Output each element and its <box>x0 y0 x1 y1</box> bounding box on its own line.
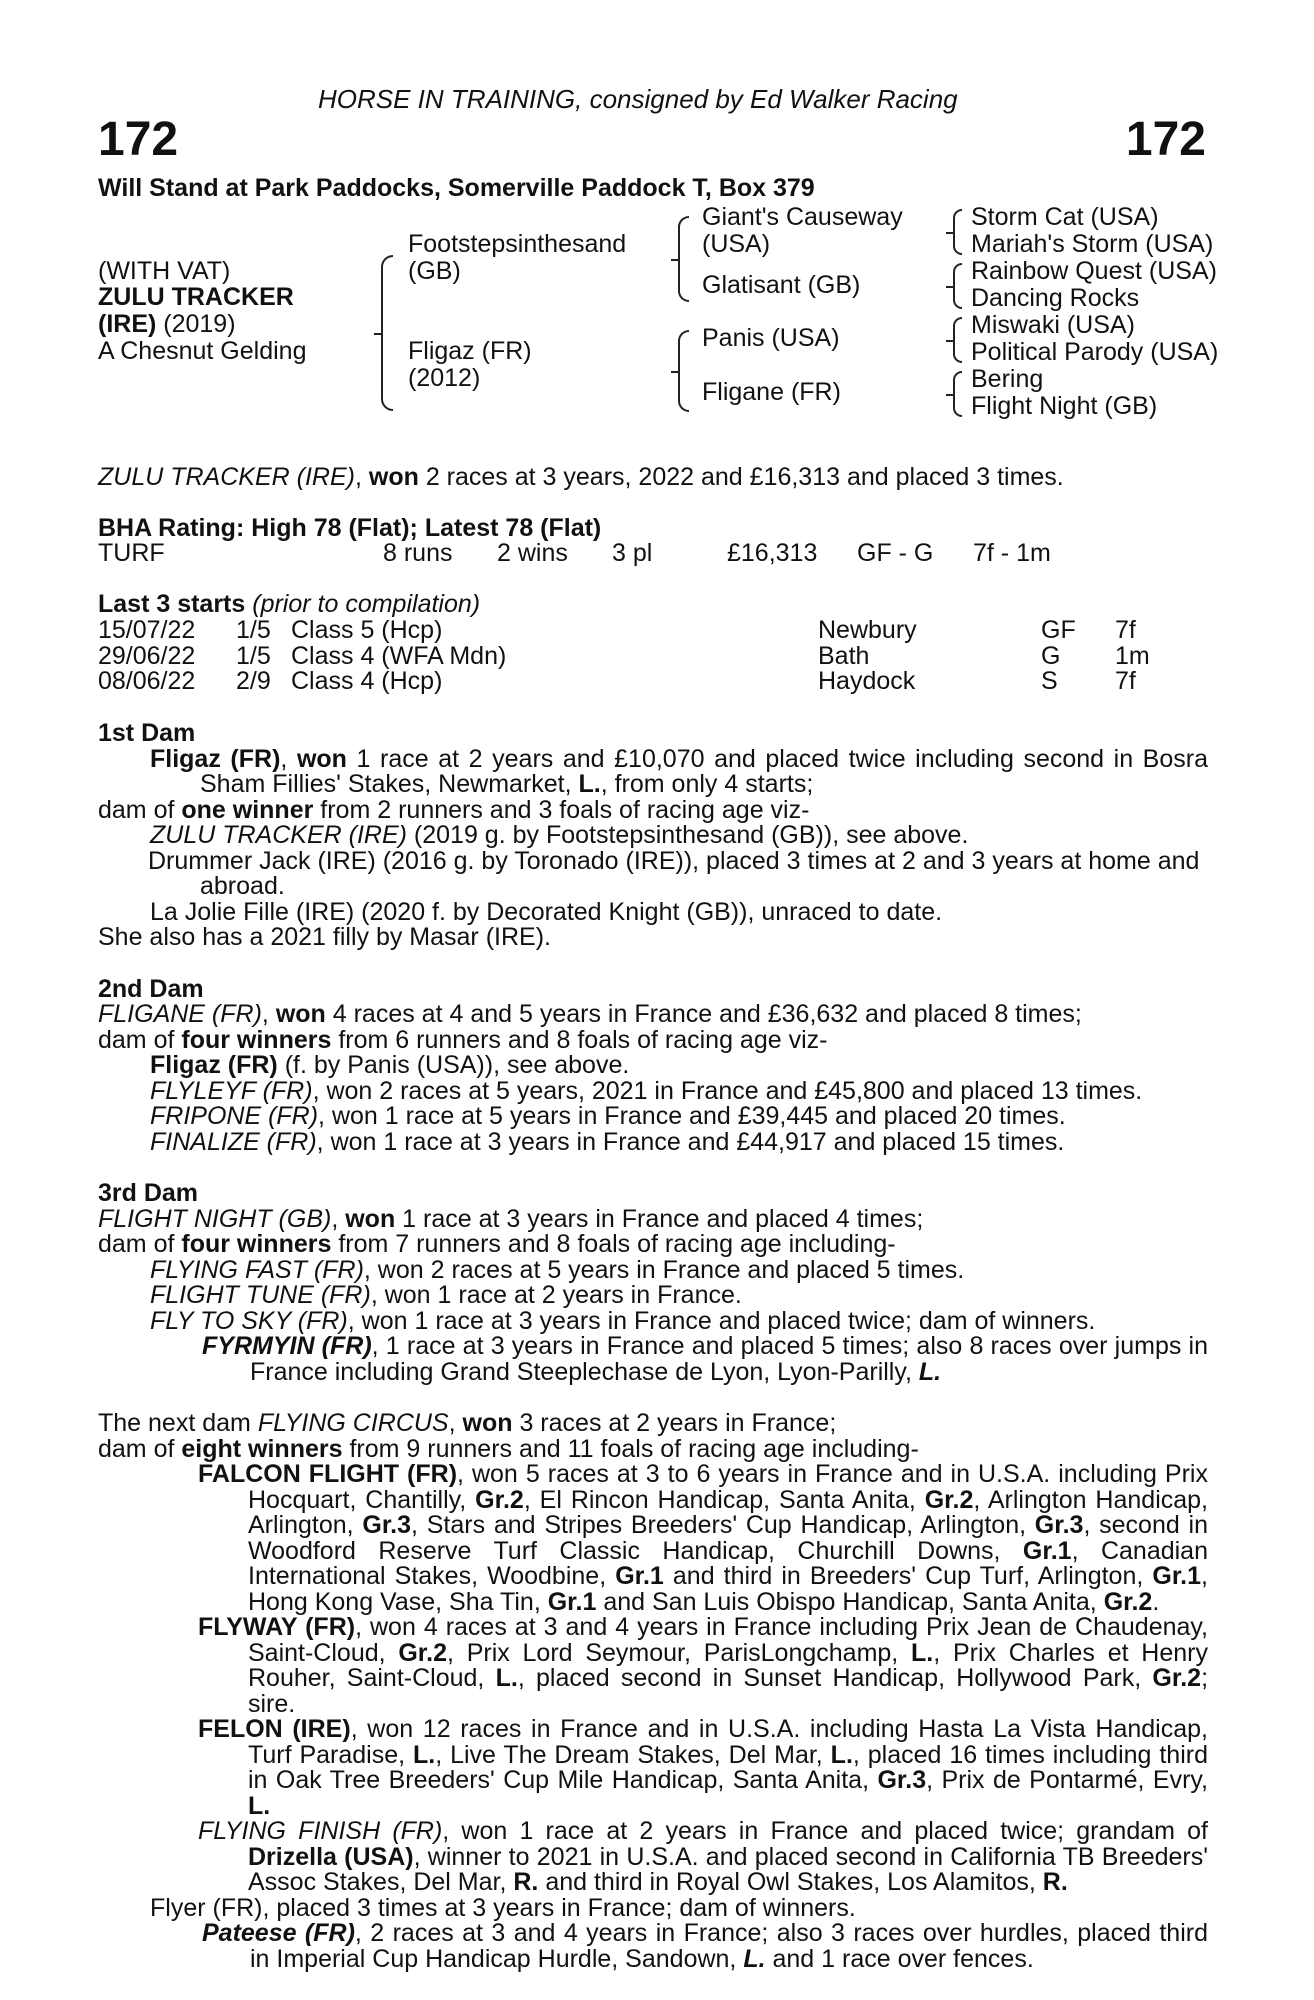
dam1-damof-b: from 2 runners and 3 foals of racing age viz- <box>313 795 810 824</box>
sire-line2: (GB) <box>408 257 461 285</box>
dam2-progeny-2 <box>98 1076 1208 1105</box>
horse-country: (IRE) <box>98 310 157 338</box>
dam4-progeny-3: FELON (IRE), won 12 races in France and in U.S.A. including Hasta La Vista Handicap, Turf Paradise, L., Live The Dream Stakes, Del Mar, L., placed 16 times including third in Oak Tree Breeders' Cup Mile Handicap, Santa Anita, Gr.3, Prix de Pontarmé, Evry, L. <box>198 1715 1209 1820</box>
last3-dist: 7f <box>1115 667 1136 695</box>
dam3-progeny-2 <box>98 1283 1208 1309</box>
last3-note: (prior to compilation) <box>245 590 481 618</box>
dam1-p1-name: ZULU TRACKER (IRE) <box>150 821 407 849</box>
dam1-text1: 1 race at 2 years and £10,070 and placed twice including second in Bosra Sham Fillies' Stakes, Newmarket, <box>200 744 1208 798</box>
dam3-dam-of <box>98 1232 1208 1258</box>
last3-dist: 7f <box>1115 616 1136 644</box>
dam4-name: FLYING CIRCUS <box>257 1409 449 1437</box>
pedigree-brace-dam <box>678 330 689 412</box>
dam1-winners: one winner <box>181 795 314 824</box>
dam-dam: Fligane (FR) <box>702 378 841 406</box>
consignor-line: HORSE IN TRAINING, consigned by Ed Walker Racing <box>318 84 958 114</box>
stand-location: Will Stand at Park Paddocks, Somerville Paddock T, Box 379 <box>98 174 815 202</box>
horse-description: A Chesnut Gelding <box>98 337 307 365</box>
dam3-name: FLIGHT NIGHT (GB) <box>98 1204 332 1233</box>
last3-going: S <box>1041 667 1058 695</box>
dam4-p1-name: FALCON FLIGHT (FR) <box>198 1460 458 1488</box>
pedigree-brace-main <box>381 255 393 411</box>
dam1-also: She also has a 2021 filly by Masar (IRE). <box>98 923 551 951</box>
dam3-g1-listed: L. <box>918 1357 942 1386</box>
dam2-p2-text: , won 2 races at 5 years, 2021 in France and £45,800 and placed 13 times. <box>312 1076 1143 1105</box>
dam4-damof-a: dam of <box>98 1434 182 1463</box>
last3-race: Class 4 (Hcp) <box>291 667 443 695</box>
last3-title: Last 3 starts <box>98 590 246 618</box>
turf-runs: 8 runs <box>383 539 453 567</box>
last3-dist: 1m <box>1115 641 1150 670</box>
dam3-winners: four winners <box>181 1230 332 1258</box>
last3-heading <box>98 592 480 618</box>
dam3-progeny-3 <box>98 1306 1208 1335</box>
dam2-text1: 4 races at 4 and 5 years in France and £36,632 and placed 8 times; <box>325 1000 1082 1028</box>
turf-placed: 3 pl <box>612 539 653 567</box>
dam2-p1-name: Fligaz (FR) <box>150 1051 278 1079</box>
dam1-heading: 1st Dam <box>98 719 196 747</box>
last3-course: Haydock <box>818 667 916 695</box>
dam1-listed: L. <box>578 770 601 798</box>
sire-line1: Footstepsinthesand <box>408 230 627 258</box>
dam-sire: Panis (USA) <box>702 324 840 352</box>
last3-pos: 1/5 <box>236 641 271 670</box>
dam4-p4-name: FLYING FINISH (FR) <box>198 1817 443 1845</box>
gen3-4: Dancing Rocks <box>971 284 1140 312</box>
dam2-sep: , <box>261 1000 276 1028</box>
last3-course: Newbury <box>818 616 917 644</box>
dam1-progeny-2 <box>98 846 1208 900</box>
dam2-progeny-1 <box>98 1053 1208 1079</box>
dam2-record <box>98 1002 1208 1028</box>
gen3-2: Mariah's Storm (USA) <box>971 230 1214 258</box>
dam3-p3-name: FLY TO SKY (FR) <box>150 1306 348 1335</box>
vat-note: (WITH VAT) <box>98 257 231 285</box>
dam3-record <box>98 1204 1208 1233</box>
gen3-5: Miswaki (USA) <box>971 311 1135 339</box>
bha-rating: BHA Rating: High 78 (Flat); Latest 78 (Flat) <box>98 514 602 542</box>
dam1-progeny-3 <box>98 897 1208 926</box>
dam2-progeny-4 <box>98 1127 1208 1156</box>
dam1-record: Fligaz (FR), won 1 race at 2 years and £10,070 and placed twice including second in Bosra Sham Fillies' Stakes, Newmarket, L., from only 4 starts; <box>150 744 1208 798</box>
dam4-text1: 3 races at 2 years in France; <box>512 1409 837 1437</box>
dam2-heading: 2nd Dam <box>98 974 204 1003</box>
dam1-p3-text: La Jolie Fille (IRE) (2020 f. by Decorated Knight (GB)), unraced to date. <box>150 897 943 926</box>
turf-earnings: £16,313 <box>727 539 818 567</box>
dam2-winners: four winners <box>181 1025 332 1054</box>
dam2-p1-text: (f. by Panis (USA)), see above. <box>277 1051 630 1079</box>
dam2-progeny-3 <box>98 1104 1208 1130</box>
last3-pos: 2/9 <box>236 667 271 695</box>
dam4-p2-name: FLYWAY (FR) <box>198 1613 356 1641</box>
gen3-7: Bering <box>971 365 1044 393</box>
pedigree-body <box>98 721 1208 1972</box>
dam2-p3-name: FRIPONE (FR) <box>150 1102 319 1130</box>
summary-won: won <box>368 463 419 491</box>
dam4-progeny-2: FLYWAY (FR), won 4 races at 3 and 4 years in France including Prix Jean de Chaudenay, Saint-Cloud, Gr.2, Prix Lord Seymour, ParisLongchamp, L., Prix Charles et Henry Rouher, Saint-Cloud, L., placed second in Sunset Handicap, Hollywood Park, Gr.2; sire. <box>198 1613 1209 1718</box>
last3-going: GF <box>1041 616 1076 644</box>
last3-going: G <box>1041 641 1061 670</box>
dam3-g1-name: FYRMYIN (FR) <box>202 1332 372 1360</box>
lot-number-left: 172 <box>98 113 179 166</box>
dam2-name: FLIGANE (FR) <box>98 1000 262 1028</box>
dam3-damof-a: dam of <box>98 1230 182 1258</box>
dam3-won: won <box>345 1204 396 1233</box>
dam4-won: won <box>462 1409 513 1437</box>
pedigree-brace-4d <box>953 371 962 417</box>
gen3-8: Flight Night (GB) <box>971 392 1158 420</box>
dam3-p2-name: FLIGHT TUNE (FR) <box>150 1281 371 1309</box>
lot-number-right: 172 <box>1125 113 1206 166</box>
summary-text: 2 races at 3 years, 2022 and £16,313 and placed 3 times. <box>418 463 1064 491</box>
dam1-p2-text: Drummer Jack (IRE) (2016 g. by Toronado (IRE)), placed 3 times at 2 and 3 years at home and abroad. <box>148 846 1200 900</box>
sire-sire-line2: (USA) <box>702 230 771 258</box>
horse-name: ZULU TRACKER <box>98 283 294 311</box>
dam4-record <box>98 1411 1208 1437</box>
dam-line2: (2012) <box>408 364 481 392</box>
last3-date: 29/06/22 <box>98 641 196 670</box>
last3-date: 15/07/22 <box>98 616 196 644</box>
dam1-won: won <box>296 744 347 773</box>
dam1-p1-text: (2019 g. by Footstepsinthesand (GB)), see above. <box>406 821 969 849</box>
pedigree-brace-sire <box>678 216 689 302</box>
last3-course: Bath <box>818 641 870 670</box>
turf-wins: 2 wins <box>497 539 568 567</box>
turf-going: GF - G <box>857 539 934 567</box>
sire-dam: Glatisant (GB) <box>702 271 861 299</box>
dam1-text2: , from only 4 starts; <box>600 770 814 798</box>
dam2-p4-name: FINALIZE (FR) <box>150 1127 317 1156</box>
dam3-p2-text: , won 1 race at 2 years in France. <box>370 1281 742 1309</box>
turf-label: TURF <box>98 539 165 567</box>
dam4-damof-b: from 9 runners and 11 foals of racing age including- <box>342 1434 919 1463</box>
dam2-damof-b: from 6 runners and 8 foals of racing age viz- <box>331 1025 828 1054</box>
sire-sire-line1: Giant's Causeway <box>702 203 903 231</box>
last3-pos: 1/5 <box>236 616 271 644</box>
dam1-dam-of <box>98 795 1208 824</box>
dam2-p2-name: FLYLEYF (FR) <box>150 1076 313 1105</box>
dam4-progeny-4: FLYING FINISH (FR), won 1 race at 2 years in France and placed twice; grandam of Drizella (USA), winner to 2021 in U.S.A. and placed second in California TB Breeders' Assoc Stakes, Del Mar, R. and third in Royal Owl Stakes, Los Alamitos, R. <box>198 1817 1208 1896</box>
last3-row <box>98 641 1198 670</box>
pedigree-brace-4a <box>953 209 962 255</box>
dam4-progeny-5: Flyer (FR), placed 3 times at 3 years in France; dam of winners. <box>150 1893 856 1922</box>
dam2-p3-text: , won 1 race at 5 years in France and £39,445 and placed 20 times. <box>318 1102 1066 1130</box>
last3-race: Class 5 (Hcp) <box>291 616 443 644</box>
dam3-p1-text: , won 2 races at 5 years in France and placed 5 times. <box>363 1255 965 1284</box>
summary-sep: , <box>354 463 369 491</box>
dam3-damof-b: from 7 runners and 8 foals of racing age including- <box>331 1230 896 1258</box>
last3-date: 08/06/22 <box>98 667 196 695</box>
dam2-p4-text: , won 1 race at 3 years in France and £44,917 and placed 15 times. <box>316 1127 1065 1156</box>
pedigree-brace-4c <box>953 317 962 363</box>
dam2-dam-of <box>98 1025 1208 1054</box>
gen3-6: Political Parody (USA) <box>971 338 1219 366</box>
dam3-grand-progeny-1 <box>98 1334 1208 1385</box>
dam3-heading: 3rd Dam <box>98 1179 199 1207</box>
dam3-g1-text: , 1 race at 3 years in France and placed 5 times; also 8 races over jumps in France including Grand Steeplechase de Lyon, Lyon-Parilly, <box>250 1332 1208 1386</box>
dam4-intro: The next dam <box>98 1409 258 1437</box>
turf-distance: 7f - 1m <box>973 539 1051 567</box>
dam-line1: Fligaz (FR) <box>408 337 532 365</box>
last3-row <box>98 618 1198 643</box>
dam1-name: Fligaz (FR) <box>150 744 281 773</box>
dam4-winners: eight winners <box>181 1434 343 1463</box>
dam4-sep: , <box>448 1409 463 1437</box>
dam3-sep: , <box>331 1204 346 1233</box>
dam1-damof-a: dam of <box>98 795 182 824</box>
dam2-won: won <box>275 1000 326 1028</box>
dam4-dam-of <box>98 1434 1208 1463</box>
dam3-p1-name: FLYING FAST (FR) <box>150 1255 364 1284</box>
last3-row <box>98 669 1198 694</box>
gen3-1: Storm Cat (USA) <box>971 203 1159 231</box>
dam4-grand-progeny-1: Pateese (FR), 2 races at 3 and 4 years in France; also 3 races over hurdles, placed third in Imperial Cup Handicap Hurdle, Sandown, L. and 1 race over fences. <box>202 1919 1208 1973</box>
dam4-g1-name: Pateese (FR) <box>202 1919 355 1947</box>
dam3-p3-text: , won 1 race at 3 years in France and placed twice; dam of winners. <box>347 1306 1096 1335</box>
pedigree-brace-4b <box>953 263 962 309</box>
gen3-3: Rainbow Quest (USA) <box>971 257 1217 285</box>
dam2-damof-a: dam of <box>98 1025 182 1054</box>
last3-race: Class 4 (WFA Mdn) <box>291 641 507 670</box>
race-summary <box>98 465 1064 491</box>
dam3-progeny-1 <box>98 1255 1208 1284</box>
horse-country-year <box>98 312 236 338</box>
dam1-progeny-1 <box>98 823 1208 849</box>
dam4-p3-name: FELON (IRE) <box>198 1715 351 1743</box>
horse-year: (2019) <box>156 310 236 338</box>
dam4-progeny-1: FALCON FLIGHT (FR), won 5 races at 3 to 6 years in France and in U.S.A. including Prix Hocquart, Chantilly, Gr.2, El Rincon Handicap, Santa Anita, Gr.2, Arlington Handicap, Arlington, Gr.3, Stars and Stripes Breeders' Cup Handicap, Arlington, Gr.3, second in Woodford Reserve Turf Classic Handicap, Churchill Downs, Gr.1, Canadian International Stakes, Woodbine, Gr.1 and third in Breeders' Cup Turf, Arlington, Gr.1, Hong Kong Vase, Sha Tin, Gr.1 and San Luis Obispo Handicap, Santa Anita, Gr.2. <box>198 1460 1208 1616</box>
dam3-text1: 1 race at 3 years in France and placed 4 times; <box>395 1204 924 1233</box>
summary-horse-name: ZULU TRACKER (IRE) <box>98 463 355 491</box>
